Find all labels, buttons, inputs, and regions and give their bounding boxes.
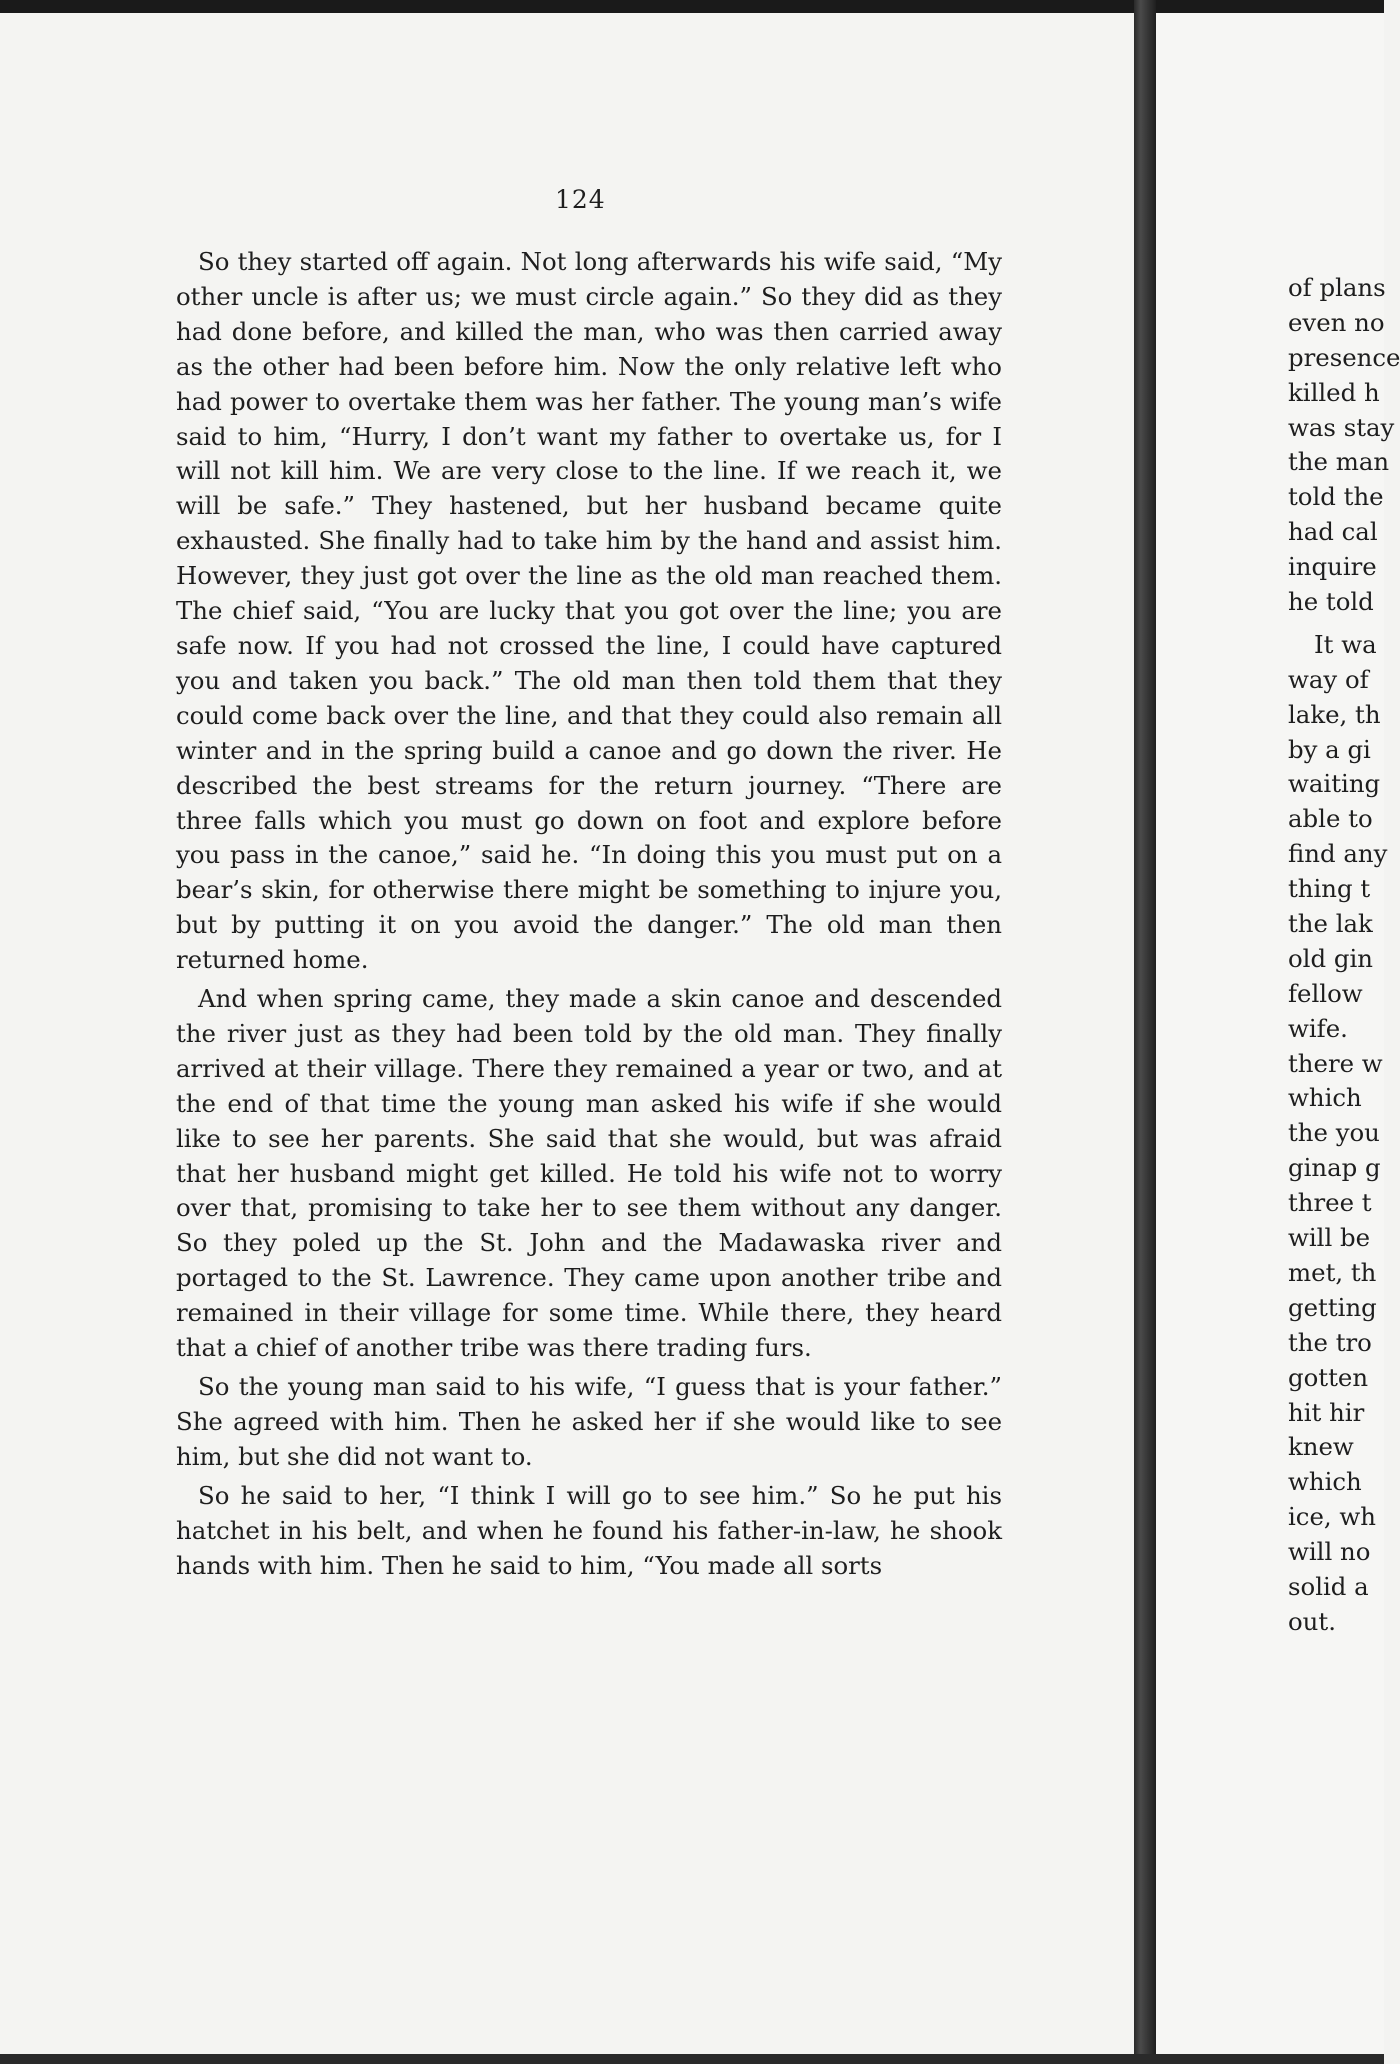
text-fragment: had cal	[1288, 517, 1378, 547]
text-fragment: ice, wh	[1288, 1502, 1376, 1532]
paragraph: So he said to her, “I think I will go to see him.” So he put his hatchet in his belt, and when he found his father-in-law, he shook hands with him. Then he said to him, “You made all sorts	[176, 1480, 1002, 1580]
text-fragment: of plans	[1288, 273, 1386, 302]
text-fragment: way of	[1288, 664, 1369, 694]
text-fragment: ginap g	[1288, 1153, 1381, 1183]
text-fragment: he told	[1288, 587, 1374, 617]
text-fragment: the man	[1288, 447, 1390, 477]
text-fragment: the you	[1288, 1118, 1380, 1148]
text-fragment: presence	[1288, 342, 1400, 372]
scan-bottom-border	[0, 2054, 1384, 2064]
text-fragment: met, th	[1288, 1257, 1377, 1287]
text-fragment: getting	[1288, 1292, 1377, 1322]
right-page	[1156, 13, 1400, 2054]
scan-top-border	[0, 0, 1384, 13]
page-number: 124	[555, 185, 606, 214]
text-fragment: find any	[1288, 839, 1388, 869]
body-text	[176, 245, 1002, 1587]
paragraph: And when spring came, they made a skin canoe and descended the river just as they had been told by the old man. They finally arrived at their village. There they remained a year or two, and at the end of that time the young man asked his wife if she would like to see her parents. She said that she would, but was afraid that her husband might get killed. He told his wife not to worry over that, promising to take her to see them without any danger. So they poled up the St. John and the Madawaska river and portaged to the St. Lawrence. They came upon another tribe and remained in their village for some time. While there, they heard that a chief of another tribe was there trading furs.	[176, 984, 1002, 1363]
text-fragment: able to	[1288, 804, 1373, 834]
text-fragment: was stay	[1288, 412, 1395, 442]
right-page-text	[1288, 271, 1400, 1640]
paragraph: So the young man said to his wife, “I guess that is your father.” She agreed with him. Then he asked her if she would like to see him, but she did not want to.	[176, 1372, 1002, 1471]
text-fragment: which	[1288, 1083, 1362, 1113]
text-fragment: solid a	[1288, 1571, 1369, 1601]
text-fragment: gotten	[1288, 1362, 1369, 1392]
text-fragment: the lak	[1288, 909, 1373, 939]
text-fragment: old gin	[1288, 943, 1373, 973]
text-fragment: which	[1288, 1467, 1362, 1497]
text-fragment: inquire	[1288, 552, 1377, 582]
text-fragment: knew	[1288, 1432, 1354, 1462]
text-fragment: even no	[1288, 307, 1385, 337]
text-fragment: told the	[1288, 482, 1384, 512]
text-fragment: will no	[1288, 1537, 1371, 1567]
paragraph: So they started off again. Not long afterwards his wife said, “My other uncle is after us; we must circle again.” So they did as they had done before, and killed the man, who was then carried away as the other had been before him. Now the only relative left who had power to overtake them was her father. The young man’s wife said to him, “Hurry, I don’t want my father to overtake us, for I will not kill him. We are very close to the line. If we reach it, we will be safe.” They hastened, but her husband became quite exhausted. She finally had to take him by the hand and assist him. However, they just got over the line as the old man reached them. The chief said, “You are lucky that you got over the line; you are safe now. If you had not crossed the line, I could have captured you and taken you back.” The old man then told them that they could come back over the line, and that they could also remain all winter and in the spring build a canoe and go down the river. He described the best streams for the return journey. “There are three falls which you must go down on foot and explore before you pass in the canoe,” said he. “In doing this you must put on a bear’s skin, for otherwise there might be something to injure you, but by putting it on you avoid the danger.” The old man then returned home.	[176, 247, 1002, 975]
text-fragment: lake, th	[1288, 699, 1381, 729]
text-fragment: hit hir	[1288, 1397, 1365, 1427]
text-fragment: by a gi	[1288, 734, 1371, 764]
text-fragment: killed h	[1288, 377, 1380, 407]
text-fragment: will be	[1288, 1223, 1371, 1253]
text-fragment: fellow	[1288, 978, 1363, 1008]
text-fragment: there w	[1288, 1048, 1383, 1078]
left-page	[0, 13, 1134, 2054]
text-fragment: thing t	[1288, 874, 1371, 904]
text-fragment: out.	[1288, 1606, 1336, 1636]
book-gutter	[1134, 0, 1156, 2064]
text-fragment: the tro	[1288, 1327, 1372, 1357]
text-fragment: wife.	[1288, 1013, 1348, 1043]
text-fragment: waiting	[1288, 769, 1381, 799]
text-fragment: three t	[1288, 1188, 1372, 1218]
text-fragment: It wa	[1314, 629, 1377, 659]
